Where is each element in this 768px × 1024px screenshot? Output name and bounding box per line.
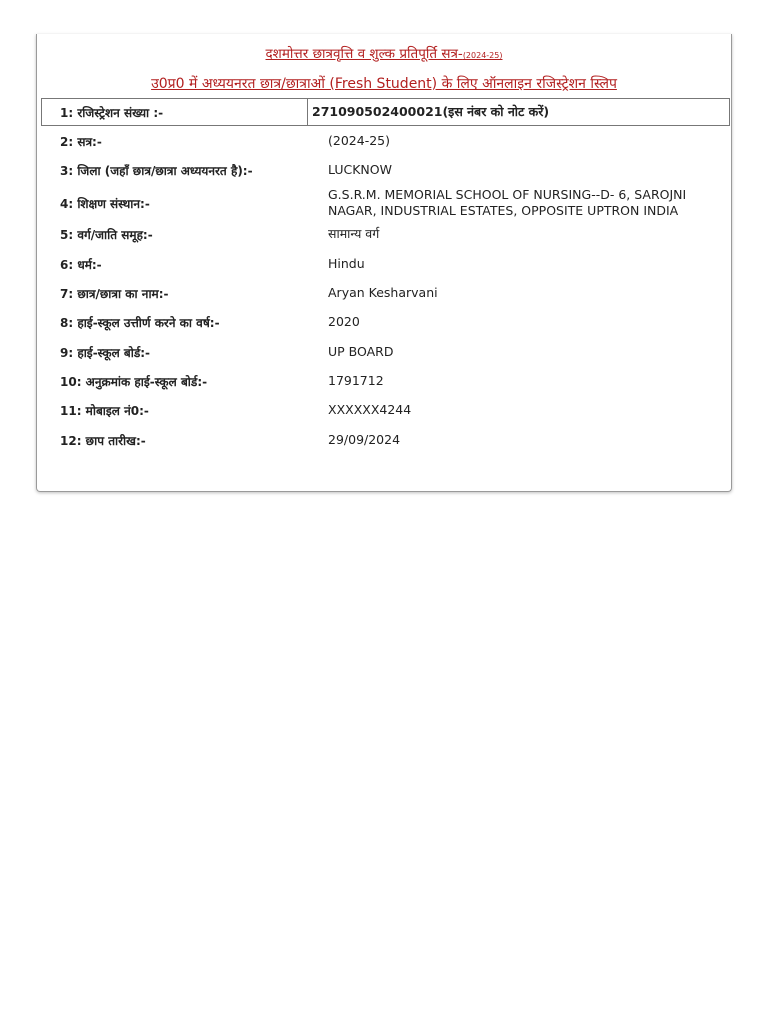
institution-row bbox=[37, 187, 731, 223]
hs-board-value: UP BOARD bbox=[328, 344, 394, 359]
registration-number-label: 1: रजिस्ट्रेशन संख्या :- bbox=[60, 106, 164, 120]
hs-board-row bbox=[37, 344, 731, 370]
student-name-label: 7: छात्र/छात्रा का नाम:- bbox=[60, 287, 169, 301]
category-label: 5: वर्ग/जाति समूह:- bbox=[60, 228, 153, 242]
category-value: सामान्य वर्ग bbox=[328, 226, 380, 241]
slip-title bbox=[37, 44, 731, 62]
institution-value: G.S.R.M. MEMORIAL SCHOOL OF NURSING--D- 6, SAROJNI NAGAR, INDUSTRIAL ESTATES, OPPOSITE UPTRON INDIA bbox=[328, 187, 687, 218]
religion-value: Hindu bbox=[328, 256, 365, 271]
district-row bbox=[37, 162, 731, 188]
hs-board-label: 9: हाई-स्कूल बोर्ड:- bbox=[60, 346, 151, 360]
slip-subtitle: उ0प्र0 में अध्ययनरत छात्र/छात्राओं (Fresh Student) के लिए ऑनलाइन रजिस्ट्रेशन स्लिप bbox=[151, 76, 617, 92]
session-label: 2: सत्र:- bbox=[60, 135, 102, 149]
religion-label: 6: धर्म:- bbox=[60, 258, 102, 272]
slip-title-main: दशमोत्तर छात्रवृत्ति व शुल्क प्रतिपूर्ति सत्र- bbox=[265, 46, 463, 62]
category-row bbox=[37, 226, 731, 252]
row-divider bbox=[307, 99, 308, 125]
mobile-row bbox=[37, 402, 731, 428]
print-date-label: 12: छाप तारीख:- bbox=[60, 434, 146, 448]
session-row bbox=[37, 133, 731, 159]
registration-number-row bbox=[41, 98, 730, 126]
hs-year-row bbox=[37, 314, 731, 340]
hs-roll-row bbox=[37, 373, 731, 399]
student-name-value: Aryan Kesharvani bbox=[328, 285, 438, 300]
mobile-value: XXXXXX4244 bbox=[328, 402, 412, 417]
slip-title-session: (2024-25) bbox=[462, 51, 503, 60]
mobile-label: 11: मोबाइल नं0:- bbox=[60, 404, 149, 418]
hs-roll-value: 1791712 bbox=[328, 373, 384, 388]
district-label: 3: जिला (जहाँ छात्र/छात्रा अध्ययनरत है):- bbox=[60, 164, 253, 178]
student-name-row bbox=[37, 285, 731, 311]
print-date-value: 29/09/2024 bbox=[328, 432, 401, 447]
hs-year-value: 2020 bbox=[328, 314, 360, 329]
district-value: LUCKNOW bbox=[328, 162, 392, 177]
session-value: (2024-25) bbox=[328, 133, 390, 148]
registration-number-value: 271090502400021(इस नंबर को नोट करें) bbox=[312, 104, 550, 119]
print-date-row bbox=[37, 432, 731, 458]
hs-roll-label: 10: अनुक्रमांक हाई-स्कूल बोर्ड:- bbox=[60, 375, 208, 389]
religion-row bbox=[37, 256, 731, 282]
institution-label: 4: शिक्षण संस्थान:- bbox=[60, 197, 150, 211]
hs-year-label: 8: हाई-स्कूल उत्तीर्ण करने का वर्ष:- bbox=[60, 316, 220, 330]
registration-slip-card bbox=[36, 34, 732, 492]
